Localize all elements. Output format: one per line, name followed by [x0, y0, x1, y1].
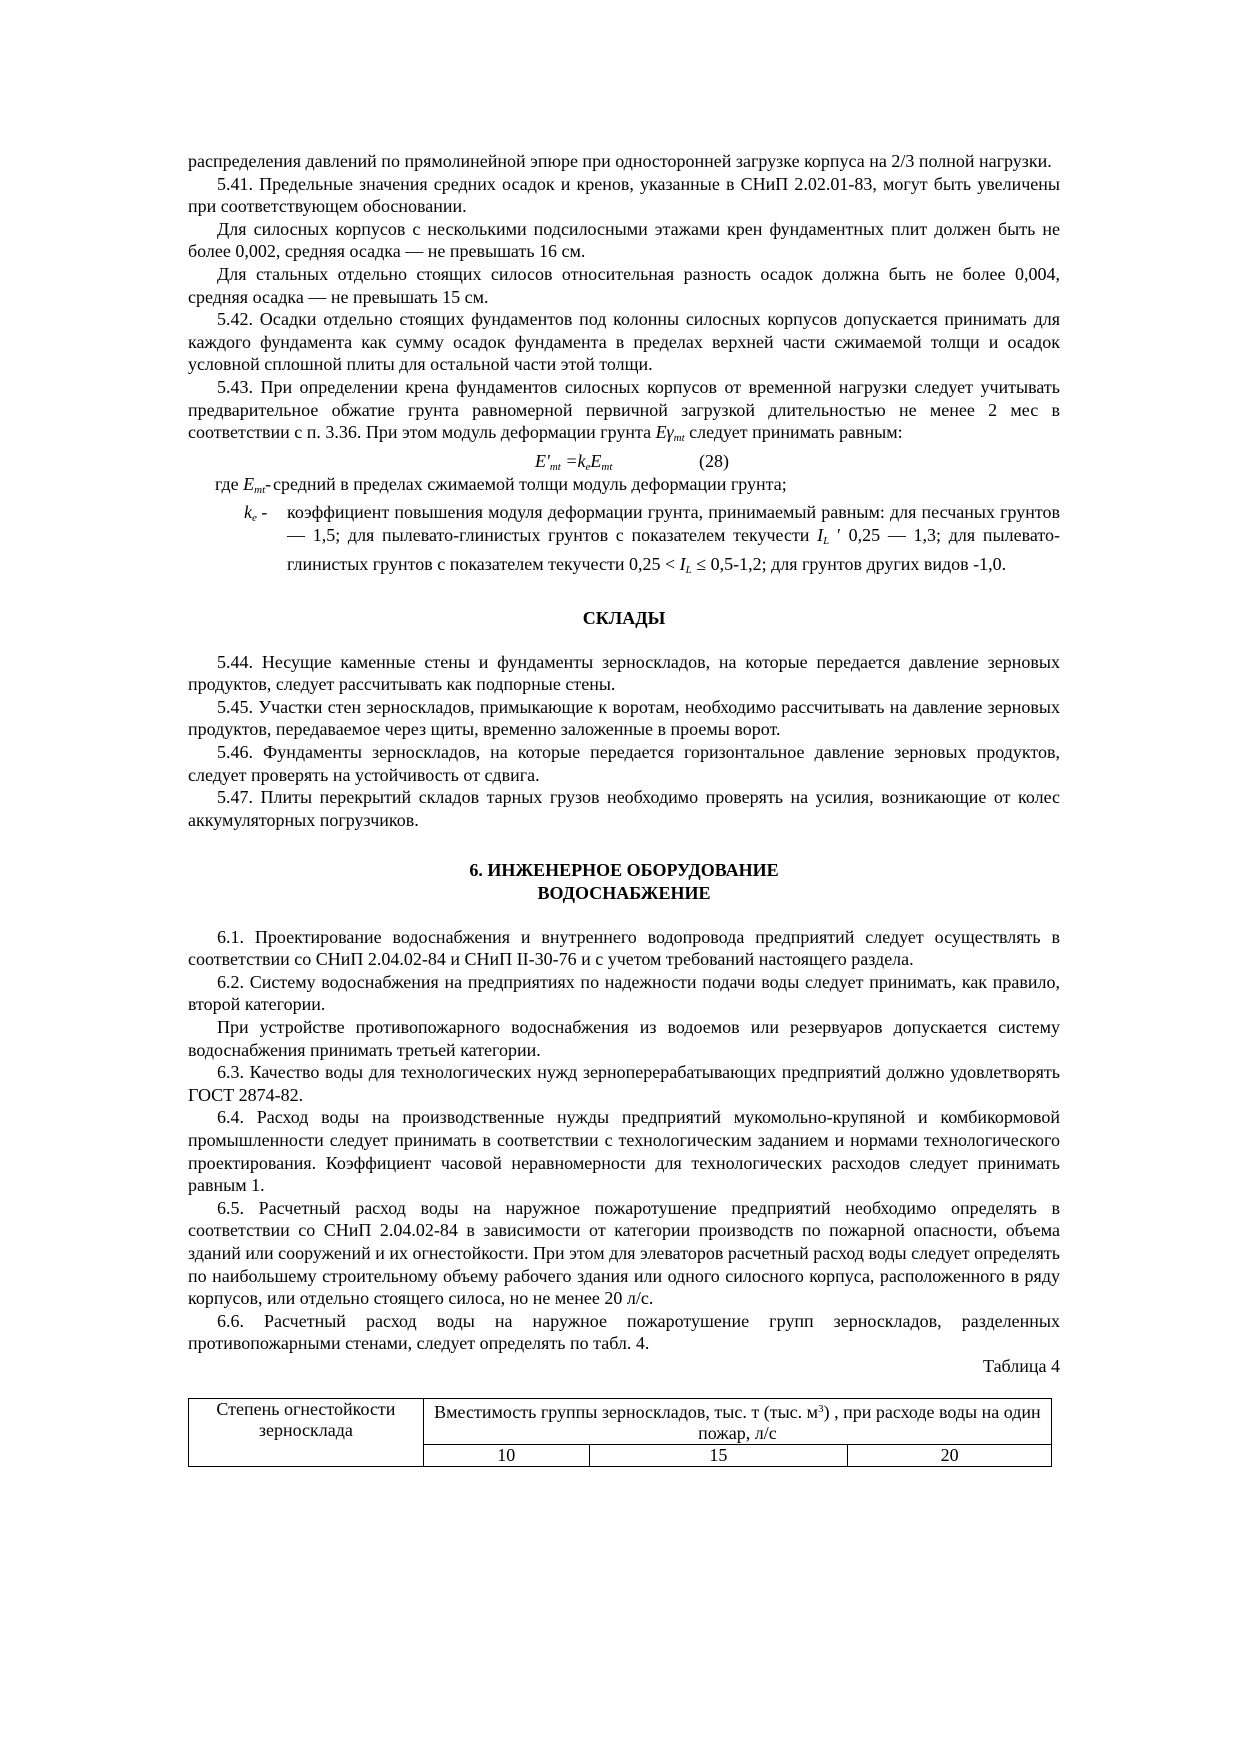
paragraph-6-4: 6.4. Расход воды на производственные нужды предприятий мукомольно-крупяной и комбикормовой промышленности следует принимать в соответствии с технологическим заданием и нормами технологического проектирования. Коэффициент часовой неравномерности для технологических расходов следует принимать равным 1. [188, 1107, 1060, 1196]
dash: - [265, 473, 272, 494]
table-caption: Таблица 4 [983, 1355, 1060, 1376]
paragraph-5-43 [188, 376, 1060, 450]
symbol: I [817, 524, 824, 545]
symbol-subscript: L [685, 563, 692, 576]
definition-emt [188, 473, 1060, 502]
subsection-title-vodosnabzhenie: ВОДОСНАБЖЕНИЕ [537, 883, 711, 904]
definition-prefix: где [215, 473, 244, 494]
table-4 [188, 1398, 1052, 1467]
paragraph-6-5: 6.5. Расчетный расход воды на наружное пожаротушение предприятий необходимо определять в соответствии со СНиП 2.04.02-84 в зависимости от категории производств по пожарной опасности, объема зданий или сооружений и их огнестойкости. При этом для элеваторов расчетный расход воды следует определять по наибольшему строительному объему рабочего здания или одного силосного корпуса, расположенного в ряду корпусов, или отдельно стоящего силоса, но не менее 20 л/с. [188, 1197, 1060, 1309]
symbol-subscript: e [252, 512, 257, 525]
paragraph: Для силосных корпусов с несколькими подсилосными этажами крен фундаментных плит должен быть не более 0,002, средняя осадка — не превышать 16 см. [188, 218, 1060, 262]
definition-text-part: ≤ 0,5-1,2; для грунтов других видов -1,0. [691, 553, 1007, 574]
formula-28 [188, 450, 1060, 473]
paragraph: Для стальных отдельно стоящих силосов относительная разность осадок должна быть не более 0,004, средняя осадка — не превышать 15 см. [188, 263, 1060, 307]
table-4-wrapper [188, 1398, 1060, 1478]
definition-text-part: коэффициент повышения модуля деформации грунта, принимаемый равным: для песчаных грунтов — 1,5; для пылевато-глинистых грунтов с показателем текучести [287, 502, 1060, 545]
paragraph-6-2: 6.2. Систему водоснабжения на предприятиях по надежности подачи воды следует принимать, как правило, второй категории. [188, 971, 1060, 1015]
symbol-subscript: mt [673, 432, 685, 445]
table-cell: 10 [423, 1444, 589, 1466]
paragraph-6-6: 6.6. Расчетный расход воды на наружное пожаротушение групп зерноскладов, разделенных противопожарными стенами, следует определять по табл. 4. [188, 1310, 1060, 1354]
symbol-subscript: L [823, 534, 830, 547]
paragraph-5-45: 5.45. Участки стен зерноскладов, примыкающие к воротам, необходимо рассчитывать на давление зерновых продуктов, передаваемое через щиты, временно заложенные в проемы ворот. [188, 696, 1060, 740]
dash: - [256, 502, 268, 523]
paragraph-text: следует принимать равным: [684, 422, 903, 443]
header-text: ) , при расходе воды на один пожар, л/с [698, 1401, 1041, 1443]
paragraph-6-3: 6.3. Качество воды для технологических нужд зерноперерабатывающих предприятий должно удовлетворять ГОСТ 2874-82. [188, 1062, 1060, 1105]
symbol-subscript: mt [254, 483, 266, 496]
formula-rhs: E [590, 450, 602, 471]
definition-symbol [188, 473, 273, 502]
formula-lhs: E' [535, 450, 550, 471]
paragraph-6-1: 6.1. Проектирование водоснабжения и внутреннего водопровода предприятий следует осуществлять в соответствии со СНиП 2.04.02-84 и СНиП II-30-76 и с учетом требований настоящего раздела. [188, 926, 1060, 970]
definition-text: средний в пределах сжимаемой толщи модуль деформации грунта; [273, 473, 787, 494]
table-header-cell: Степень огнестойкости зерносклада [189, 1398, 424, 1466]
definition-symbol [244, 501, 287, 581]
table-cell: 15 [589, 1444, 848, 1466]
paragraph-text: 5.43. При определении крена фундаментов силосных корпусов от временной нагрузки следует учитывать предварительное обжатие грунта равномерной первичной загрузкой длительностью не менее 2 мес в соответствии с п. 3.36. При этом модуль деформации грунта [188, 376, 1060, 443]
section-title-6: 6. ИНЖЕНЕРНОЕ ОБОРУДОВАНИЕ [469, 860, 779, 881]
paragraph-5-47: 5.47. Плиты перекрытий складов тарных грузов необходимо проверять на усилия, возникающие от колес аккумуляторных погрузчиков. [188, 787, 1060, 830]
paragraph-5-46: 5.46. Фундаменты зерноскладов, на которые передается горизонтальное давление зерновых продуктов, следует проверять на устойчивость от сдвига. [188, 742, 1060, 785]
formula-k-sub: e [585, 460, 591, 473]
header-text: Вместимость группы зерноскладов, тыс. т (тыс. м [434, 1401, 819, 1422]
table-cell: 20 [848, 1444, 1052, 1466]
formula-lhs-sub: mt [549, 460, 561, 473]
paragraph-5-42: 5.42. Осадки отдельно стоящих фундаментов под колонны силосных корпусов допускается принимать для каждого фундамента как сумму осадок фундамента в пределах верхней части сжимаемой толщи и осадок условной сплошной плиты для остальной части этой толщи. [188, 309, 1060, 375]
formula-eq: =k [560, 450, 586, 471]
paragraph: При устройстве противопожарного водоснабжения из водоемов или резервуаров допускается систему водоснабжения принимать третьей категории. [188, 1017, 1060, 1060]
paragraph-5-44: 5.44. Несущие каменные стены и фундаменты зерноскладов, на которые передается давление зерновых продуктов, следует рассчитывать как подпорные стены. [188, 651, 1060, 695]
definition-ke [188, 501, 1060, 581]
symbol: E [243, 473, 255, 494]
definition-text [287, 501, 1060, 581]
formula-rhs-sub: mt [601, 460, 613, 473]
symbol: Eγ [655, 422, 674, 443]
symbol: I [679, 553, 686, 574]
definitions [188, 473, 1060, 581]
header-superscript: 3 [818, 1402, 824, 1415]
formula-expression [535, 450, 612, 479]
document-page [188, 150, 1060, 1478]
table-header-row [189, 1398, 1052, 1444]
table-header-cell [423, 1398, 1051, 1444]
formula-number: (28) [699, 450, 729, 471]
paragraph-5-41: 5.41. Предельные значения средних осадок и кренов, указанные в СНиП 2.02.01-83, могут быть увеличены при соответствующем обосновании. [188, 173, 1060, 217]
paragraph: распределения давлений по прямолинейной эпюре при односторонней загрузке корпуса на 2/3 полной нагрузки. [188, 151, 1052, 171]
definition-text-part: ′ 0,25 — 1,3; для пылевато-глинистых грунтов с показателем текучести 0,25 < [287, 524, 1060, 574]
section-title-sklady: СКЛАДЫ [582, 608, 666, 629]
symbol: k [244, 502, 252, 523]
